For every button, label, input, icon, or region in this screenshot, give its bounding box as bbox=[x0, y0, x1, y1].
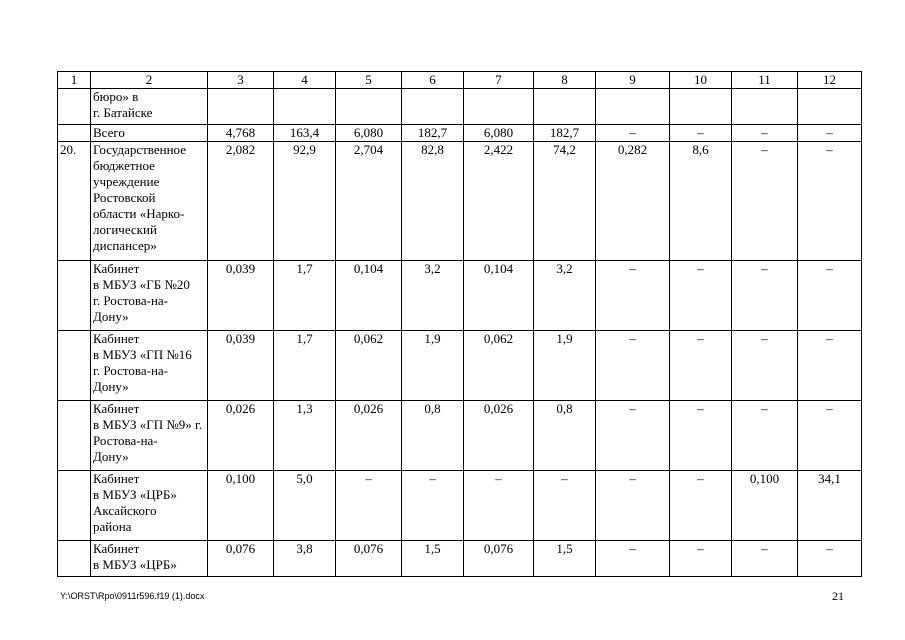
value-cell: 0,100 bbox=[732, 471, 798, 541]
value-cell: – bbox=[596, 401, 670, 471]
value-cell: 0,039 bbox=[208, 331, 274, 401]
row-number-cell bbox=[58, 331, 91, 401]
value-cell: 6,080 bbox=[464, 125, 534, 142]
value-cell bbox=[798, 89, 862, 125]
value-cell: 1,5 bbox=[534, 541, 596, 577]
value-cell: 0,8 bbox=[402, 401, 464, 471]
institution-name-cell: Кабинет в МБУЗ «ЦРБ» bbox=[91, 541, 208, 577]
value-cell: 2,082 bbox=[208, 142, 274, 261]
value-cell: – bbox=[798, 125, 862, 142]
table-row bbox=[58, 401, 862, 471]
value-cell: 163,4 bbox=[274, 125, 336, 142]
value-cell: 1,9 bbox=[402, 331, 464, 401]
value-cell: – bbox=[670, 261, 732, 331]
value-cell: – bbox=[596, 125, 670, 142]
value-cell bbox=[596, 89, 670, 125]
value-cell: 3,2 bbox=[402, 261, 464, 331]
value-cell bbox=[208, 89, 274, 125]
value-cell: – bbox=[732, 261, 798, 331]
value-cell bbox=[402, 89, 464, 125]
value-cell: 5,0 bbox=[274, 471, 336, 541]
value-cell: 182,7 bbox=[534, 125, 596, 142]
value-cell: – bbox=[798, 401, 862, 471]
value-cell bbox=[274, 89, 336, 125]
value-cell: – bbox=[798, 541, 862, 577]
header-cell: 4 bbox=[274, 72, 336, 89]
value-cell: – bbox=[402, 471, 464, 541]
value-cell: – bbox=[596, 541, 670, 577]
value-cell: – bbox=[596, 331, 670, 401]
value-cell: 3,2 bbox=[534, 261, 596, 331]
value-cell: – bbox=[670, 541, 732, 577]
header-cell: 9 bbox=[596, 72, 670, 89]
value-cell: – bbox=[732, 125, 798, 142]
value-cell: 182,7 bbox=[402, 125, 464, 142]
table-row bbox=[58, 89, 862, 125]
value-cell: – bbox=[670, 331, 732, 401]
table-row bbox=[58, 471, 862, 541]
table-row bbox=[58, 541, 862, 577]
value-cell: 0,104 bbox=[464, 261, 534, 331]
value-cell: – bbox=[798, 331, 862, 401]
header-cell: 8 bbox=[534, 72, 596, 89]
value-cell: 2,422 bbox=[464, 142, 534, 261]
value-cell: 0,026 bbox=[208, 401, 274, 471]
row-number-cell bbox=[58, 125, 91, 142]
institution-name-cell: Кабинет в МБУЗ «ГП №16 г. Ростова-на- Дону» bbox=[91, 331, 208, 401]
table-row bbox=[58, 261, 862, 331]
value-cell bbox=[464, 89, 534, 125]
value-cell: – bbox=[732, 142, 798, 261]
value-cell: 1,7 bbox=[274, 331, 336, 401]
value-cell bbox=[670, 89, 732, 125]
value-cell: – bbox=[670, 125, 732, 142]
institution-name-cell: Всего bbox=[91, 125, 208, 142]
table-row bbox=[58, 331, 862, 401]
header-cell: 5 bbox=[336, 72, 402, 89]
value-cell: – bbox=[596, 471, 670, 541]
value-cell: 0,026 bbox=[464, 401, 534, 471]
row-number-cell bbox=[58, 261, 91, 331]
value-cell: 0,062 bbox=[336, 331, 402, 401]
value-cell: 34,1 bbox=[798, 471, 862, 541]
value-cell: 0,026 bbox=[336, 401, 402, 471]
value-cell: 74,2 bbox=[534, 142, 596, 261]
header-cell: 7 bbox=[464, 72, 534, 89]
header-cell: 12 bbox=[798, 72, 862, 89]
value-cell: 2,704 bbox=[336, 142, 402, 261]
institution-name-cell: Кабинет в МБУЗ «ЦРБ» Аксайского района bbox=[91, 471, 208, 541]
value-cell: 1,7 bbox=[274, 261, 336, 331]
row-number-cell bbox=[58, 541, 91, 577]
value-cell bbox=[336, 89, 402, 125]
table-row bbox=[58, 125, 862, 142]
value-cell: 0,076 bbox=[336, 541, 402, 577]
value-cell: – bbox=[534, 471, 596, 541]
value-cell: – bbox=[464, 471, 534, 541]
row-number-cell bbox=[58, 401, 91, 471]
table-row bbox=[58, 142, 862, 261]
value-cell: 1,3 bbox=[274, 401, 336, 471]
value-cell: – bbox=[336, 471, 402, 541]
value-cell: 0,8 bbox=[534, 401, 596, 471]
value-cell: 1,9 bbox=[534, 331, 596, 401]
value-cell: 4,768 bbox=[208, 125, 274, 142]
institution-name-cell: бюро» в г. Батайске bbox=[91, 89, 208, 125]
header-cell: 6 bbox=[402, 72, 464, 89]
data-table bbox=[57, 71, 862, 577]
value-cell: – bbox=[798, 261, 862, 331]
institution-name-cell: Кабинет в МБУЗ «ГП №9» г. Ростова-на- Дону» bbox=[91, 401, 208, 471]
value-cell: – bbox=[670, 401, 732, 471]
row-number-cell bbox=[58, 89, 91, 125]
value-cell: – bbox=[670, 471, 732, 541]
header-cell: 10 bbox=[670, 72, 732, 89]
table-body bbox=[58, 72, 862, 577]
value-cell: – bbox=[732, 541, 798, 577]
value-cell bbox=[534, 89, 596, 125]
value-cell: 6,080 bbox=[336, 125, 402, 142]
header-cell: 3 bbox=[208, 72, 274, 89]
value-cell: 1,5 bbox=[402, 541, 464, 577]
header-cell: 2 bbox=[91, 72, 208, 89]
value-cell: 82,8 bbox=[402, 142, 464, 261]
value-cell: – bbox=[732, 331, 798, 401]
value-cell: – bbox=[596, 261, 670, 331]
value-cell: 0,076 bbox=[464, 541, 534, 577]
value-cell: 8,6 bbox=[670, 142, 732, 261]
value-cell: 0,039 bbox=[208, 261, 274, 331]
institution-name-cell: Кабинет в МБУЗ «ГБ №20 г. Ростова-на- Дону» bbox=[91, 261, 208, 331]
header-row bbox=[58, 72, 862, 89]
value-cell: 0,062 bbox=[464, 331, 534, 401]
value-cell: 0,282 bbox=[596, 142, 670, 261]
value-cell: 0,100 bbox=[208, 471, 274, 541]
value-cell: 3,8 bbox=[274, 541, 336, 577]
page-number: 21 bbox=[832, 589, 844, 603]
value-cell: – bbox=[798, 142, 862, 261]
row-number-cell: 20. bbox=[58, 142, 91, 261]
value-cell bbox=[732, 89, 798, 125]
header-cell: 1 bbox=[58, 72, 91, 89]
footer-file-path: Y:\ORST\Rpo\0911r596.f19 (1).docx bbox=[60, 591, 205, 601]
header-cell: 11 bbox=[732, 72, 798, 89]
institution-name-cell: Государственное бюджетное учреждение Ростовской области «Нарко- логический диспансер» bbox=[91, 142, 208, 261]
value-cell: – bbox=[732, 401, 798, 471]
value-cell: 0,104 bbox=[336, 261, 402, 331]
value-cell: 0,076 bbox=[208, 541, 274, 577]
row-number-cell bbox=[58, 471, 91, 541]
value-cell: 92,9 bbox=[274, 142, 336, 261]
